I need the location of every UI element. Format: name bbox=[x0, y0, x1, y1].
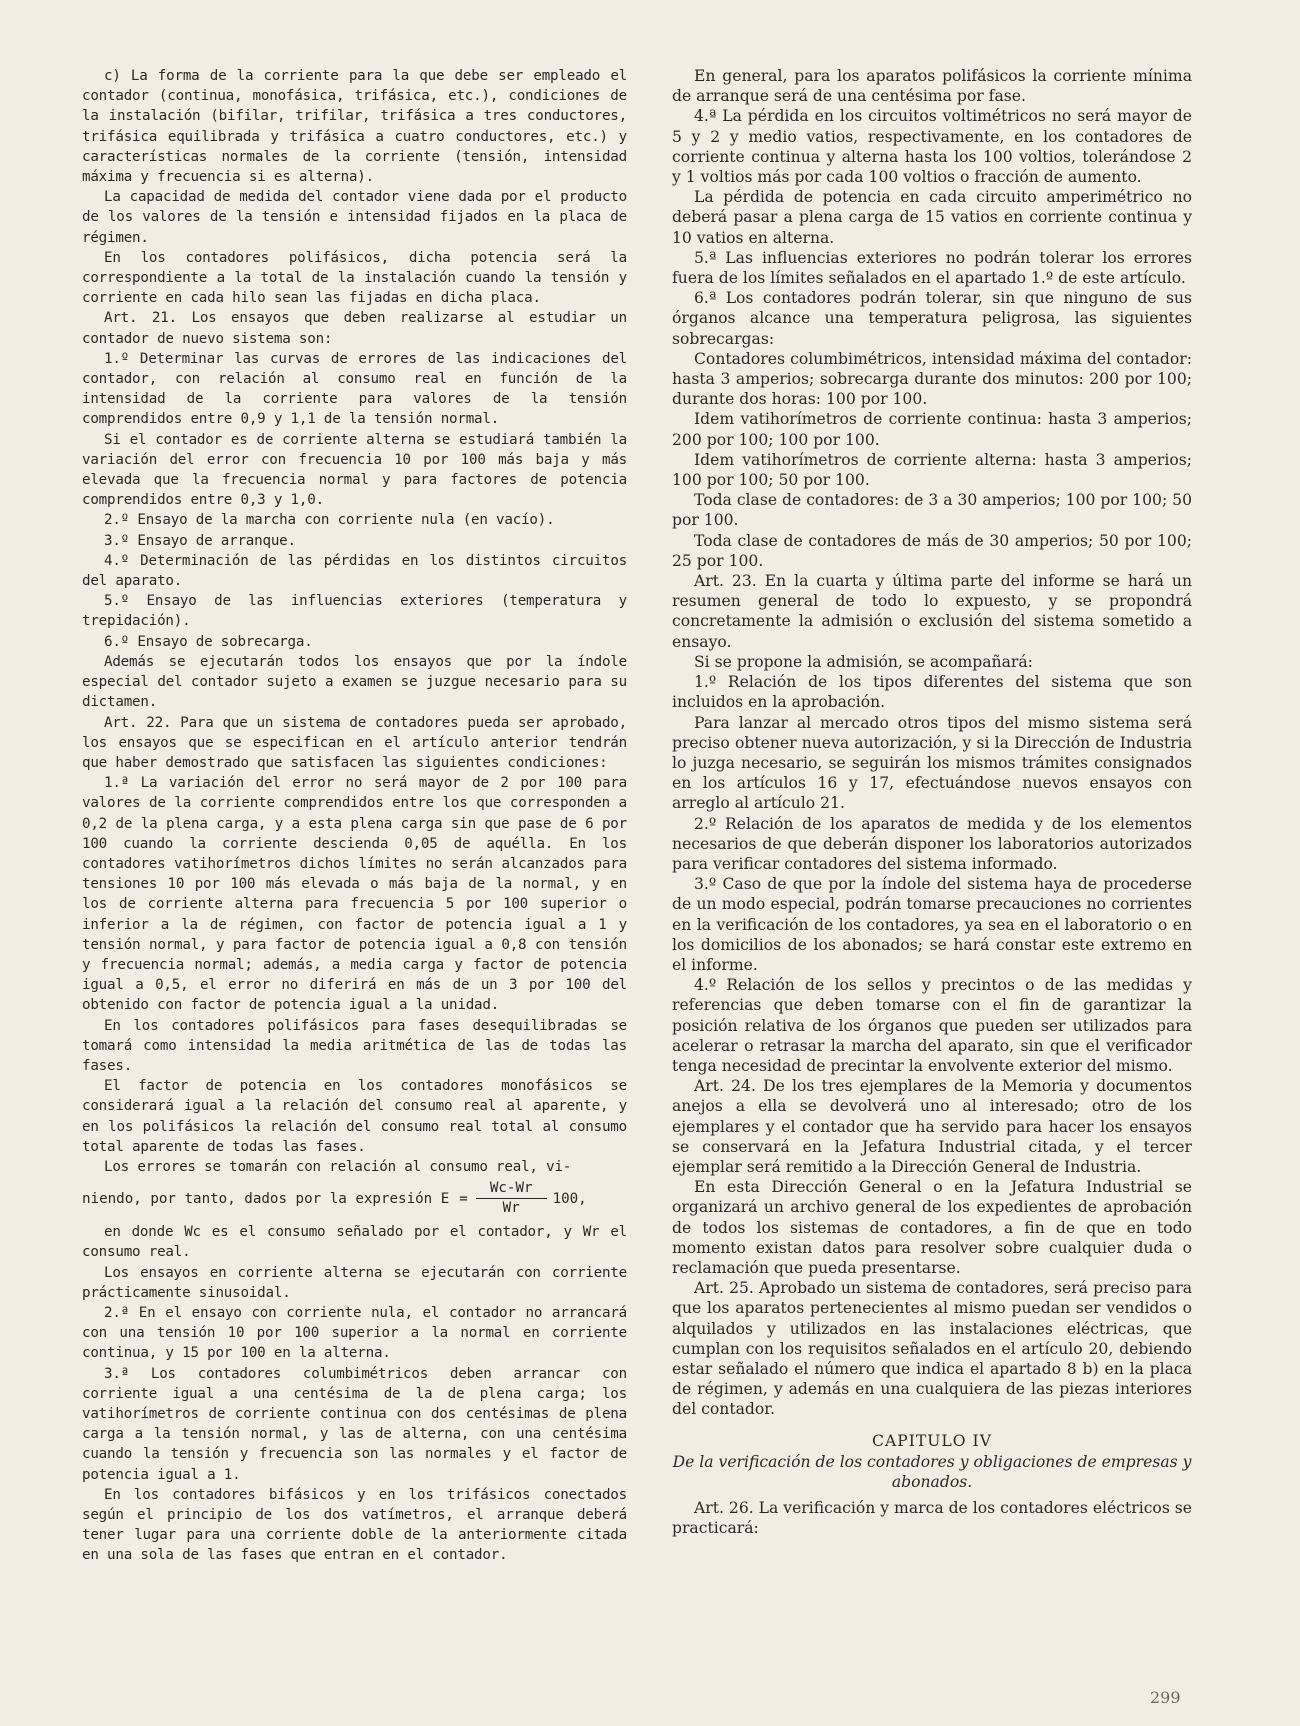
paragraph: 3.º Ensayo de arranque. bbox=[104, 532, 296, 549]
paragraph: en donde Wc es el consumo señalado por el contador, y Wr el consumo real. bbox=[82, 1224, 627, 1261]
left-paragraphs-after-formula bbox=[82, 1222, 627, 1565]
formula-factor: 100, bbox=[552, 1190, 587, 1207]
paragraph: En los contadores polifásicos para fases desequilibradas se tomará como intensidad la media aritmética de las de todas las fases. bbox=[82, 1017, 627, 1074]
paragraph: 2.ª En el ensayo con corriente nula, el contador no arrancará con una tensión 10 por 100 superior a la normal en corriente continua, y 15 por 100 en la alterna. bbox=[82, 1304, 627, 1362]
page-number: 299 bbox=[1150, 1688, 1181, 1707]
paragraph: Idem vatihorímetros de corriente alterna: hasta 3 amperios; 100 por 100; 50 por 100. bbox=[672, 450, 1192, 490]
paragraph: 4.º Determinación de las pérdidas en los distintos circuitos del aparato. bbox=[82, 552, 627, 590]
paragraph: 2.º Ensayo de la marcha con corriente nula (en vacío). bbox=[104, 512, 555, 529]
final-paragraph: Art. 26. La verificación y marca de los contadores eléctricos se practicará: bbox=[672, 1498, 1193, 1537]
formula-numerator: Wc-Wr bbox=[476, 1179, 547, 1199]
paragraph: Toda clase de contadores: de 3 a 30 amperios; 100 por 100; 50 por 100. bbox=[672, 491, 1192, 530]
paragraph: 2.º Relación de los aparatos de medida y de los elementos necesarios de que deberán disponer los laboratorios autorizados para verificar contadores del sistema informado. bbox=[672, 814, 1192, 873]
paragraph: 3.ª Los contadores columbimétricos deben arrancar con corriente igual a una centésima de la de plena carga; los vatihorímetros de corriente continua con dos centésimas de plena carga a la tensión normal, y las de alterna, con una centésima cuando la tensión y frecuencia son las normales y el factor de potencia igual a 1. bbox=[82, 1365, 627, 1483]
paragraph: 5.º Ensayo de las influencias exteriores (temperatura y trepidación). bbox=[82, 593, 627, 630]
paragraph: 1.º Relación de los tipos diferentes del sistema que son incluidos en la aprobación. bbox=[672, 673, 1192, 712]
paragraph: Si se propone la admisión, se acompañará: bbox=[694, 652, 1033, 671]
paragraph: La pérdida de potencia en cada circuito amperimétrico no deberá pasar a plena carga de 15 vatios en corriente continua y 10 vatios en alterna. bbox=[672, 188, 1192, 247]
formula-denominator: Wr bbox=[502, 1200, 520, 1217]
chapter-heading: CAPITULO IV bbox=[872, 1431, 992, 1450]
paragraph: Los ensayos en corriente alterna se ejecutarán con corriente prácticamente sinusoidal. bbox=[82, 1264, 627, 1301]
paragraph: 4.º Relación de los sellos y precintos o de las medidas y referencias que deben tomarse con el fin de garantizar la posición relativa de los órganos que pueden ser utilizados para acelerar o retrasar la marcha del aparato, sin que el verificador tenga necesidad de precintar la envolvente exterior del mismo. bbox=[672, 976, 1192, 1075]
paragraph: En general, para los aparatos polifásicos la corriente mínima de arranque será de una centésima por fase. bbox=[672, 67, 1192, 106]
paragraph: Si el contador es de corriente alterna se estudiará también la variación del error con frecuencia 10 por 100 más baja y más elevada que la frecuencia normal y para factores de potencia comprendidos entre 0,3 y 1,0. bbox=[82, 431, 627, 509]
right-paragraphs bbox=[672, 66, 1192, 1420]
paragraph: En los contadores bifásicos y en los trifásicos conectados según el principio de los dos vatímetros, el arranque deberá tener lugar para una corriente doble de la anteriormente citada en una sola de las fases que entran en el contador. bbox=[82, 1486, 627, 1564]
paragraph: 5.ª Las influencias exteriores no podrán tolerar los errores fuera de los límites señalados en el apartado 1.º de este artículo. bbox=[672, 248, 1192, 288]
paragraph: La capacidad de medida del contador viene dada por el producto de los valores de la tensión e intensidad fijados en la placa de régimen. bbox=[82, 189, 627, 246]
paragraph: 4.ª La pérdida en los circuitos voltimétricos no será mayor de 5 y 2 y medio vatios, respectivamente, en los contadores de corriente continua y alterna hasta los 100 voltios, tolerándose 2 y 1 voltios más por cada 100 voltios o fracción de aumento. bbox=[672, 107, 1192, 187]
paragraph: c) La forma de la corriente para la que debe ser empleado el contador (continua, monofásica, trifásica, etc.), condiciones de la instalación (bifilar, trifilar, trifásica a tres conductores, trifásica equilibrada y trifásica a cuatro conductores, etc.) y características normales de la corriente (tensión, intensidad máxima y frecuencia si es alterna). bbox=[82, 68, 627, 186]
formula-equals: = bbox=[459, 1190, 468, 1207]
paragraph: En esta Dirección General o en la Jefatura Industrial se organizará un archivo general de los expedientes de aprobación de todos los sistemas de contadores, a fin de que en todo momento existan datos para resolver sobre cualquier duda o reclamación que pueda presentarse. bbox=[672, 1178, 1192, 1277]
paragraph: Art. 24. De los tres ejemplares de la Memoria y documentos anejos a ella se devolverá uno al interesado; otro de los ejemplares y el contador que ha servido para hacer los ensayos se conservará en la Jefatura Industrial citada, y el tercer ejemplar será remitido a la Dirección General de Industria. bbox=[672, 1077, 1192, 1176]
paragraph: Además se ejecutarán todos los ensayos que por la índole especial del contador sujeto a examen se juzgue necesario para su dictamen. bbox=[82, 653, 627, 711]
paragraph: Los errores se tomarán con relación al consumo real, vi- bbox=[104, 1158, 572, 1175]
paragraph: 1.ª La variación del error no será mayor de 2 por 100 para valores de la corriente comprendidos entre los que corresponden a 0,2 de la plena carga, y a esta plena carga sin que pase de 6 por 100 cuando la corriente descienda 0,05 de aquélla. En los contadores vatihorímetros dichos límites no serán alcanzados para tensiones 10 por 100 más elevada o más baja de la normal, y en los de corriente alterna para frecuencia 5 por 100 superior o inferior a la de régimen, con factor de potencia igual a 1 y tensión normal, y para factor de potencia igual a 0,8 con tensión y frecuencia normal; además, a media carga y factor de potencia igual a 0,5, el error no diferirá en más de un 3 por 100 del obtenido con factor de potencia igual a la unidad. bbox=[82, 775, 627, 1014]
paragraph: Art. 23. En la cuarta y última parte del informe se hará un resumen general de todo lo expuesto, y se propondrá concretamente la admisión o exclusión del sistema sometido a ensayo. bbox=[672, 572, 1192, 651]
paragraph: 3.º Caso de que por la índole del sistema haya de procederse de un modo especial, podrán tomarse precauciones no corrientes en la verificación de los contadores, ya sea en el laboratorio o en los domicilios de los abonados; se hará constar este extremo en el informe. bbox=[672, 875, 1192, 974]
left-paragraphs-before-formula bbox=[82, 66, 627, 1177]
error-formula bbox=[82, 1179, 627, 1218]
formula-lead-text: niendo, por tanto, dados por la expresión E bbox=[82, 1190, 450, 1207]
paragraph: 1.º Determinar las curvas de errores de las indicaciones del contador, con relación al consumo real en función de la intensidad de la corriente para valores de la tensión comprendidos entre 0,9 y 1,1 de la tensión normal. bbox=[82, 350, 627, 428]
paragraph: Art. 22. Para que un sistema de contadores pueda ser aprobado, los ensayos que se especifican en el artículo anterior tendrán que haber demostrado que satisfacen las siguientes condiciones: bbox=[82, 714, 627, 771]
paragraph: 6.º Ensayo de sobrecarga. bbox=[104, 633, 313, 650]
formula-fraction bbox=[476, 1179, 547, 1218]
paragraph: Contadores columbimétricos, intensidad máxima del contador: hasta 3 amperios; sobrecarga durante dos minutos: 200 por 100; durante dos horas: 100 por 100. bbox=[672, 349, 1192, 409]
left-column bbox=[82, 66, 627, 1566]
paragraph: 6.ª Los contadores podrán tolerar, sin que ninguno de sus órganos alcance una temperatura peligrosa, las siguientes sobrecargas: bbox=[672, 289, 1192, 348]
paragraph: Art. 25. Aprobado un sistema de contadores, será preciso para que los aparatos pertenecientes al mismo puedan ser vendidos o alquilados y utilizados en las instalaciones eléctricas, que cumplan con los requisitos señalados en el artículo 20, debiendo estar señalado el número que indica el apartado 8 b) en la placa de régimen, y además en una cualquiera de las piezas interiores del contador. bbox=[672, 1279, 1192, 1419]
paragraph: Art. 21. Los ensayos que deben realizarse al estudiar un contador de nuevo sistema son: bbox=[82, 310, 627, 347]
chapter-subtitle: De la verificación de los contadores y obligaciones de empresas y abonados. bbox=[672, 1452, 1192, 1491]
right-column bbox=[672, 66, 1192, 1538]
paragraph: Idem vatihorímetros de corriente continua: hasta 3 amperios; 200 por 100; 100 por 100. bbox=[672, 410, 1192, 449]
paragraph: Para lanzar al mercado otros tipos del mismo sistema será preciso obtener nueva autorización, y si la Dirección de Industria lo juzga necesario, se seguirán los mismos trámites consignados en los artículos 16 y 17, efectuándose nuevos ensayos con arreglo al artículo 21. bbox=[672, 713, 1192, 813]
paragraph: Toda clase de contadores de más de 30 amperios; 50 por 100; 25 por 100. bbox=[672, 531, 1192, 570]
paragraph: En los contadores polifásicos, dicha potencia será la correspondiente a la total de la instalación cuando la tensión y corriente en cada hilo sean las fijadas en dicha placa. bbox=[82, 249, 627, 307]
paragraph: El factor de potencia en los contadores monofásicos se considerará igual a la relación del consumo real al aparente, y en los polifásicos la relación del consumo real total al consumo total aparente de todas las fases. bbox=[82, 1078, 627, 1155]
